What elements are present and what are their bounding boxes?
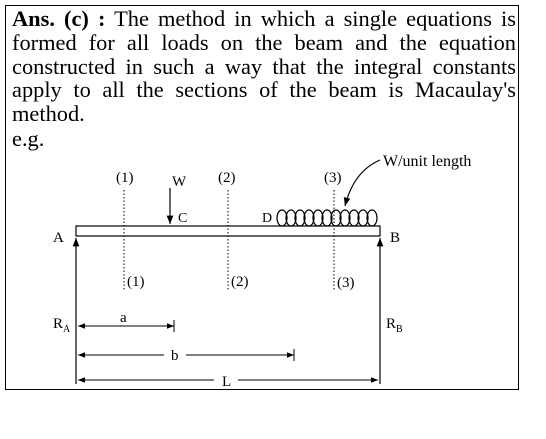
end-a-label: A (53, 230, 64, 246)
example-label: e.g. (12, 126, 45, 151)
answer-line-4: apply to all the sections of the beam is Macaulay's (12, 77, 516, 103)
answer-line-2: formed for all loads on the beam and the equation (12, 29, 516, 55)
section-3-bottom-label: (3) (337, 275, 355, 291)
point-d-label: D (262, 211, 273, 226)
dimension-l-label: L (222, 374, 232, 390)
answer-label: Ans. (c) : (12, 6, 106, 31)
load-label: W/unit length (383, 153, 472, 170)
answer-line-3: constructed in such a way that the integral constants (12, 53, 516, 79)
section-1-bottom-label: (1) (127, 274, 145, 290)
reaction-a-label: $R_A$ (53, 316, 71, 335)
section-1-top-label: (1) (116, 170, 134, 186)
dimension-b-label: b (171, 348, 179, 364)
reaction-b-label: $R_B$ (386, 316, 403, 335)
answer-line-1-text: The method in which a single equations is (114, 6, 516, 31)
end-b-label: B (390, 230, 401, 246)
point-load-label: W (172, 174, 187, 190)
distributed-load (277, 210, 377, 226)
point-c-label: C (178, 211, 188, 226)
load-label-leader (345, 160, 380, 206)
section-2-bottom-label: (2) (231, 274, 249, 290)
dimension-a-label: a (120, 310, 127, 326)
section-2-top-label: (2) (218, 170, 236, 186)
beam (76, 226, 380, 236)
section-3-top-label: (3) (324, 170, 342, 186)
answer-line-5: method. (12, 101, 85, 127)
